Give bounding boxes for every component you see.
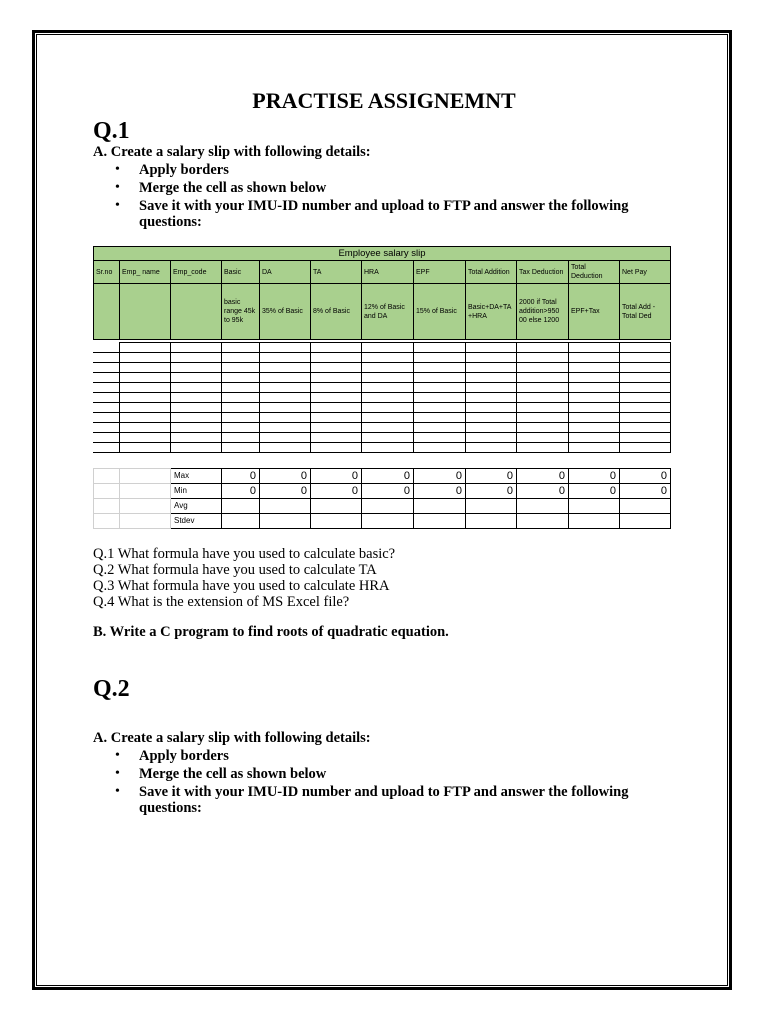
q2-heading: Q.2 xyxy=(93,676,130,702)
grid-cell xyxy=(170,413,221,423)
q2-part-a: A. Create a salary slip with following details: xyxy=(93,730,371,746)
grid-row xyxy=(93,443,670,453)
grid-cell xyxy=(119,433,170,443)
grid-cell xyxy=(619,393,670,403)
blank-cell xyxy=(94,484,120,499)
grid-cell xyxy=(568,363,619,373)
grid-cell xyxy=(119,343,170,353)
grid-cell xyxy=(413,433,465,443)
grid-cell xyxy=(221,353,259,363)
grid-cell xyxy=(170,353,221,363)
stat-value: 0 xyxy=(517,484,569,499)
grid-cell xyxy=(361,433,413,443)
grid-cell xyxy=(413,413,465,423)
grid-cell xyxy=(413,353,465,363)
formula-cell: Basic+DA+TA +HRA xyxy=(466,284,517,340)
stat-label: Stdev xyxy=(171,514,222,529)
q1-question-1: Q.1 What formula have you used to calculate basic? xyxy=(93,546,396,562)
grid-cell xyxy=(516,403,568,413)
grid-cell xyxy=(170,373,221,383)
grid-cell xyxy=(619,363,670,373)
grid-cell xyxy=(259,373,310,383)
grid-cell xyxy=(516,423,568,433)
stat-value xyxy=(362,499,414,514)
grid-cell xyxy=(259,403,310,413)
stat-value: 0 xyxy=(414,484,466,499)
grid-cell xyxy=(310,423,361,433)
stat-value xyxy=(222,499,260,514)
grid-cell xyxy=(568,413,619,423)
formula-cell: 15% of Basic xyxy=(414,284,466,340)
stat-value: 0 xyxy=(311,484,362,499)
col-header: DA xyxy=(260,261,311,284)
grid-cell xyxy=(310,433,361,443)
grid-cell xyxy=(568,353,619,363)
grid-cell xyxy=(119,423,170,433)
grid-cell xyxy=(465,353,516,363)
q2-bullet-2: Merge the cell as shown below xyxy=(139,766,327,782)
stats-row-stdev xyxy=(94,514,671,529)
stat-label: Avg xyxy=(171,499,222,514)
grid-cell xyxy=(361,413,413,423)
col-header: Emp_ name xyxy=(120,261,171,284)
grid-cell xyxy=(259,433,310,443)
q1-part-a: A. Create a salary slip with following details: xyxy=(93,144,371,160)
stats-row-min xyxy=(94,484,671,499)
grid-row xyxy=(93,363,670,373)
col-header: Tax Deduction xyxy=(517,261,569,284)
grid-cell xyxy=(465,393,516,403)
stats-row-avg xyxy=(94,499,671,514)
col-header: EPF xyxy=(414,261,466,284)
grid-cell xyxy=(93,393,119,403)
grid-cell xyxy=(619,373,670,383)
bullet-dot: • xyxy=(115,198,120,213)
stat-value xyxy=(260,514,311,529)
grid-cell xyxy=(516,353,568,363)
grid-cell xyxy=(568,423,619,433)
grid-cell xyxy=(465,413,516,423)
grid-cell xyxy=(221,443,259,453)
grid-cell xyxy=(361,383,413,393)
grid-row xyxy=(93,423,670,433)
col-header: Total Addition xyxy=(466,261,517,284)
grid-cell xyxy=(568,383,619,393)
grid-cell xyxy=(170,423,221,433)
grid-cell xyxy=(413,363,465,373)
stats-row-max xyxy=(94,469,671,484)
q2-bullet-3-cont: questions: xyxy=(139,800,202,816)
blank-cell xyxy=(94,499,120,514)
grid-cell xyxy=(310,403,361,413)
grid-cell xyxy=(259,343,310,353)
grid-cell xyxy=(516,393,568,403)
formula-cell: 35% of Basic xyxy=(260,284,311,340)
grid-cell xyxy=(310,343,361,353)
grid-cell xyxy=(465,443,516,453)
grid-cell xyxy=(361,373,413,383)
grid-cell xyxy=(221,403,259,413)
bullet-dot: • xyxy=(115,162,120,177)
q2-bullet-3: Save it with your IMU-ID number and upload to FTP and answer the following xyxy=(139,784,629,800)
grid-cell xyxy=(516,343,568,353)
grid-cell xyxy=(119,363,170,373)
grid-row xyxy=(93,433,670,443)
grid-cell xyxy=(568,393,619,403)
grid-cell xyxy=(170,363,221,373)
stat-value xyxy=(311,514,362,529)
grid-cell xyxy=(93,383,119,393)
grid-cell xyxy=(516,373,568,383)
grid-cell xyxy=(361,403,413,413)
stat-value xyxy=(311,499,362,514)
salary-slip-header-table xyxy=(93,246,671,340)
grid-cell xyxy=(465,373,516,383)
grid-cell xyxy=(119,443,170,453)
grid-cell xyxy=(310,393,361,403)
grid-cell xyxy=(568,373,619,383)
stat-label: Max xyxy=(171,469,222,484)
grid-row xyxy=(93,373,670,383)
formula-cell: basic range 45k to 95k xyxy=(222,284,260,340)
blank-cell xyxy=(120,499,171,514)
blank-cell xyxy=(120,514,171,529)
grid-cell xyxy=(93,353,119,363)
stat-value xyxy=(260,499,311,514)
grid-cell xyxy=(119,383,170,393)
grid-cell xyxy=(259,353,310,363)
stat-value: 0 xyxy=(362,469,414,484)
salary-data-grid xyxy=(93,342,671,453)
grid-cell xyxy=(221,423,259,433)
grid-cell xyxy=(93,363,119,373)
stat-value: 0 xyxy=(260,469,311,484)
grid-cell xyxy=(170,383,221,393)
grid-cell xyxy=(119,403,170,413)
grid-cell xyxy=(465,343,516,353)
q1-part-b: B. Write a C program to find roots of quadratic equation. xyxy=(93,624,449,640)
page-title: PRACTISE ASSIGNEMNT xyxy=(252,88,516,113)
stat-value xyxy=(466,499,517,514)
stat-value: 0 xyxy=(414,469,466,484)
grid-cell xyxy=(413,343,465,353)
grid-cell xyxy=(361,353,413,363)
grid-cell xyxy=(568,443,619,453)
bullet-dot: • xyxy=(115,180,120,195)
bullet-dot: • xyxy=(115,784,120,799)
salary-slip-sheet xyxy=(93,246,671,525)
q1-question-4: Q.4 What is the extension of MS Excel file? xyxy=(93,594,350,610)
grid-cell xyxy=(310,363,361,373)
grid-cell xyxy=(413,423,465,433)
grid-cell xyxy=(465,423,516,433)
stat-value: 0 xyxy=(620,484,671,499)
grid-cell xyxy=(619,433,670,443)
col-header: Basic xyxy=(222,261,260,284)
grid-cell xyxy=(93,413,119,423)
formula-cell: 2000 if Total addition>950 00 else 1200 xyxy=(517,284,569,340)
grid-cell xyxy=(259,363,310,373)
grid-cell xyxy=(119,393,170,403)
grid-cell xyxy=(516,413,568,423)
grid-cell xyxy=(93,433,119,443)
formula-cell: 12% of Basic and DA xyxy=(362,284,414,340)
grid-cell xyxy=(221,383,259,393)
grid-cell xyxy=(170,433,221,443)
stat-value xyxy=(569,499,620,514)
stat-value: 0 xyxy=(620,469,671,484)
grid-cell xyxy=(413,403,465,413)
grid-cell xyxy=(170,403,221,413)
grid-cell xyxy=(413,393,465,403)
grid-cell xyxy=(170,393,221,403)
q1-question-2: Q.2 What formula have you used to calculate TA xyxy=(93,562,377,578)
blank-cell xyxy=(94,514,120,529)
grid-cell xyxy=(221,343,259,353)
formula-cell xyxy=(120,284,171,340)
grid-cell xyxy=(221,433,259,443)
grid-row xyxy=(93,413,670,423)
grid-cell xyxy=(413,373,465,383)
grid-row xyxy=(93,403,670,413)
stat-value xyxy=(620,514,671,529)
stat-value xyxy=(414,514,466,529)
formula-cell: 8% of Basic xyxy=(311,284,362,340)
grid-cell xyxy=(310,443,361,453)
grid-cell xyxy=(361,343,413,353)
q2-bullet-1: Apply borders xyxy=(139,748,229,764)
grid-cell xyxy=(170,343,221,353)
stat-value: 0 xyxy=(569,484,620,499)
stat-value: 0 xyxy=(222,484,260,499)
q1-question-3: Q.3 What formula have you used to calculate HRA xyxy=(93,578,390,594)
grid-cell xyxy=(119,373,170,383)
grid-cell xyxy=(310,413,361,423)
grid-cell xyxy=(170,443,221,453)
blank-cell xyxy=(120,469,171,484)
grid-cell xyxy=(259,413,310,423)
grid-cell xyxy=(310,373,361,383)
formula-cell: Total Add - Total Ded xyxy=(620,284,671,340)
grid-cell xyxy=(619,413,670,423)
grid-cell xyxy=(413,383,465,393)
stat-label: Min xyxy=(171,484,222,499)
q1-heading: Q.1 xyxy=(93,118,130,144)
stat-value: 0 xyxy=(517,469,569,484)
bullet-dot: • xyxy=(115,766,120,781)
grid-row xyxy=(93,393,670,403)
q1-bullet-3-cont: questions: xyxy=(139,214,202,230)
stat-value: 0 xyxy=(466,469,517,484)
grid-cell xyxy=(310,353,361,363)
stat-value xyxy=(620,499,671,514)
grid-cell xyxy=(619,403,670,413)
stat-value: 0 xyxy=(569,469,620,484)
stat-value xyxy=(222,514,260,529)
col-header: TA xyxy=(311,261,362,284)
col-header: Emp_code xyxy=(171,261,222,284)
bullet-dot: • xyxy=(115,748,120,763)
grid-cell xyxy=(568,403,619,413)
grid-cell xyxy=(93,443,119,453)
grid-cell xyxy=(221,413,259,423)
grid-cell xyxy=(361,443,413,453)
grid-cell xyxy=(465,403,516,413)
stat-value: 0 xyxy=(222,469,260,484)
stats-table xyxy=(93,468,671,529)
grid-cell xyxy=(361,363,413,373)
stat-value: 0 xyxy=(260,484,311,499)
grid-cell xyxy=(259,443,310,453)
grid-row xyxy=(93,353,670,363)
stat-value xyxy=(517,499,569,514)
sheet-caption: Employee salary slip xyxy=(94,247,671,261)
stat-value xyxy=(414,499,466,514)
col-header: Total Deduction xyxy=(569,261,620,284)
q1-bullet-2: Merge the cell as shown below xyxy=(139,180,327,196)
blank-cell xyxy=(94,469,120,484)
grid-cell xyxy=(361,393,413,403)
grid-cell xyxy=(93,403,119,413)
q1-bullet-1: Apply borders xyxy=(139,162,229,178)
grid-cell xyxy=(465,363,516,373)
stat-value xyxy=(466,514,517,529)
formula-cell xyxy=(171,284,222,340)
grid-cell xyxy=(259,423,310,433)
grid-cell xyxy=(221,373,259,383)
grid-cell xyxy=(619,443,670,453)
grid-cell xyxy=(119,413,170,423)
formula-cell xyxy=(94,284,120,340)
grid-cell xyxy=(516,363,568,373)
stat-value xyxy=(517,514,569,529)
grid-cell xyxy=(221,393,259,403)
grid-cell xyxy=(93,423,119,433)
grid-row xyxy=(93,383,670,393)
grid-cell xyxy=(465,383,516,393)
grid-row xyxy=(93,343,670,353)
col-header: Sr.no xyxy=(94,261,120,284)
grid-cell xyxy=(465,433,516,443)
grid-cell xyxy=(619,423,670,433)
grid-cell xyxy=(119,353,170,363)
grid-cell xyxy=(619,353,670,363)
stat-value xyxy=(362,514,414,529)
grid-cell xyxy=(619,383,670,393)
col-header: HRA xyxy=(362,261,414,284)
grid-cell xyxy=(568,343,619,353)
col-header: Net Pay xyxy=(620,261,671,284)
stat-value xyxy=(569,514,620,529)
grid-cell xyxy=(221,363,259,373)
grid-cell xyxy=(310,383,361,393)
grid-cell xyxy=(516,433,568,443)
q1-bullet-3: Save it with your IMU-ID number and upload to FTP and answer the following xyxy=(139,198,629,214)
grid-cell xyxy=(259,393,310,403)
grid-cell xyxy=(413,443,465,453)
grid-cell xyxy=(93,343,119,353)
grid-cell xyxy=(361,423,413,433)
grid-cell xyxy=(568,433,619,443)
grid-cell xyxy=(619,343,670,353)
grid-cell xyxy=(516,383,568,393)
stat-value: 0 xyxy=(362,484,414,499)
stat-value: 0 xyxy=(466,484,517,499)
grid-cell xyxy=(516,443,568,453)
grid-cell xyxy=(259,383,310,393)
blank-cell xyxy=(120,484,171,499)
formula-cell: EPF+Tax xyxy=(569,284,620,340)
stat-value: 0 xyxy=(311,469,362,484)
grid-cell xyxy=(93,373,119,383)
